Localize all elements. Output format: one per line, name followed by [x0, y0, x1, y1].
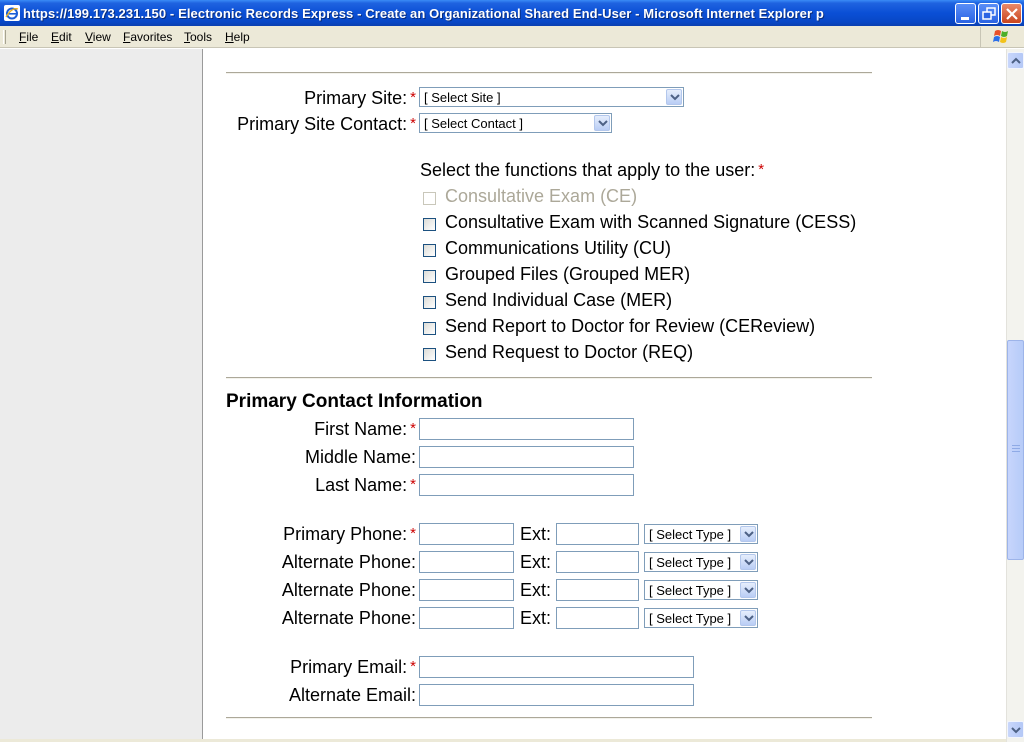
alternate-phone-2-type-value: [ Select Type ] [649, 583, 732, 598]
primary-site-select-value: [ Select Site ] [424, 90, 501, 105]
checkbox-cess[interactable] [423, 218, 436, 231]
primary-site-contact-label [237, 114, 416, 135]
menu-favorites[interactable]: Favorites [123, 30, 173, 44]
required-marker: * [758, 161, 765, 178]
alternate-phone-3-label [282, 608, 416, 629]
primary-site-select[interactable] [419, 87, 684, 107]
alternate-phone-1-ext-label: Ext: [520, 552, 552, 572]
alternate-phone-2-label-text: Alternate Phone: [281, 580, 416, 600]
thumb-grip-line [1012, 448, 1020, 449]
checkbox-req-label[interactable]: Send Request to Doctor (REQ) [445, 342, 694, 362]
alternate-phone-2-ext-label: Ext: [520, 580, 552, 600]
primary-site-contact-label-text: Primary Site Contact: [237, 114, 408, 134]
primary-email-input[interactable] [419, 656, 694, 678]
primary-phone-ext-label: Ext: [520, 524, 552, 544]
divider-bottom [226, 717, 872, 719]
alternate-phone-1-type-value: [ Select Type ] [649, 555, 732, 570]
checkbox-req[interactable] [423, 348, 436, 361]
menu-tools[interactable]: Tools [184, 30, 213, 44]
alternate-email-label-text: Alternate Email: [288, 685, 416, 705]
first-name-label-text: First Name: [314, 419, 408, 439]
middle-name-label-text: Middle Name: [304, 447, 416, 467]
restore-icon [979, 4, 1000, 25]
required-marker: * [410, 525, 416, 542]
alternate-email-label [289, 685, 416, 706]
minimize-icon [956, 4, 977, 25]
divider-top [226, 72, 872, 74]
minimize-button[interactable] [955, 3, 976, 24]
checkbox-grouped-mer[interactable] [423, 270, 436, 283]
checkbox-mer-label[interactable]: Send Individual Case (MER) [445, 290, 673, 310]
required-marker: * [410, 476, 416, 493]
vertical-scrollbar[interactable] [1006, 49, 1024, 742]
restore-button[interactable] [978, 3, 999, 24]
checkbox-grouped-mer-label[interactable]: Grouped Files (Grouped MER) [445, 264, 691, 284]
alternate-phone-3-ext-input[interactable] [556, 607, 639, 629]
alternate-phone-2-type-select[interactable] [644, 580, 758, 600]
checkbox-cereview[interactable] [423, 322, 436, 335]
alternate-phone-1-ext-input[interactable] [556, 551, 639, 573]
required-marker: * [410, 89, 416, 106]
last-name-label [315, 475, 416, 496]
last-name-label-text: Last Name: [315, 475, 408, 495]
alternate-email-input[interactable] [419, 684, 694, 706]
thumb-grip-line [1012, 445, 1020, 446]
primary-phone-label-text: Primary Phone: [283, 524, 408, 544]
alternate-phone-1-label [282, 552, 416, 573]
close-button[interactable] [1001, 3, 1022, 24]
dropdown-arrow-icon[interactable] [740, 610, 756, 626]
divider-middle [226, 377, 872, 379]
functions-prompt-text: Select the functions that apply to the user: [420, 160, 756, 180]
checkbox-cu[interactable] [423, 244, 436, 257]
alternate-phone-3-ext-label: Ext: [520, 608, 552, 628]
section-title: Primary Contact Information [226, 391, 483, 412]
toolbar-grip[interactable] [3, 30, 6, 44]
checkbox-cess-label[interactable]: Consultative Exam with Scanned Signature (CESS) [445, 212, 857, 232]
primary-email-label-text: Primary Email: [290, 657, 408, 677]
alternate-phone-3-type-select[interactable] [644, 608, 758, 628]
page-content [0, 49, 1006, 742]
primary-phone-label [283, 524, 416, 545]
last-name-input[interactable] [419, 474, 634, 496]
checkbox-cereview-label[interactable]: Send Report to Doctor for Review (CEReview) [445, 316, 816, 336]
primary-phone-input[interactable] [419, 523, 514, 545]
left-navigation-panel [0, 49, 203, 742]
windows-flag-icon [981, 27, 1021, 47]
primary-phone-type-select[interactable] [644, 524, 758, 544]
alternate-phone-2-label [282, 580, 416, 601]
alternate-phone-2-input[interactable] [419, 579, 514, 601]
menu-file[interactable]: File [19, 30, 39, 44]
dropdown-arrow-icon[interactable] [666, 89, 682, 105]
window-title-bar[interactable] [0, 0, 1024, 26]
menu-view[interactable]: View [85, 30, 111, 44]
primary-site-label-text: Primary Site: [304, 88, 408, 108]
dropdown-arrow-icon[interactable] [740, 554, 756, 570]
window-title: https://199.173.231.150 - Electronic Records Express - Create an Organizational Shared End-User - Microsoft Internet Explorer p [23, 6, 824, 21]
menu-edit[interactable]: Edit [51, 30, 72, 44]
scroll-thumb[interactable] [1007, 340, 1024, 560]
menu-bar [0, 26, 1024, 48]
windows-logo [980, 27, 1020, 47]
primary-site-label [304, 88, 416, 109]
alternate-phone-1-input[interactable] [419, 551, 514, 573]
alternate-phone-3-label-text: Alternate Phone: [281, 608, 416, 628]
dropdown-arrow-icon[interactable] [740, 526, 756, 542]
primary-phone-type-value: [ Select Type ] [649, 527, 732, 542]
checkbox-ce-label: Consultative Exam (CE) [445, 186, 638, 206]
menu-help[interactable]: Help [225, 30, 250, 44]
required-marker: * [410, 420, 416, 437]
alternate-phone-3-type-value: [ Select Type ] [649, 611, 732, 626]
scroll-up-button[interactable] [1007, 52, 1024, 69]
scroll-down-button[interactable] [1007, 721, 1024, 738]
primary-site-contact-select-value: [ Select Contact ] [424, 116, 523, 131]
alternate-phone-1-type-select[interactable] [644, 552, 758, 572]
internet-explorer-icon [4, 5, 20, 21]
checkbox-cu-label[interactable]: Communications Utility (CU) [445, 238, 672, 258]
required-marker: * [410, 115, 416, 132]
alternate-phone-1-label-text: Alternate Phone: [281, 552, 416, 572]
thumb-grip-line [1012, 451, 1020, 452]
alternate-phone-3-input[interactable] [419, 607, 514, 629]
first-name-input[interactable] [419, 418, 634, 440]
middle-name-input[interactable] [419, 446, 634, 468]
middle-name-label [305, 447, 416, 468]
dropdown-arrow-icon[interactable] [594, 115, 610, 131]
functions-prompt [420, 160, 764, 181]
dropdown-arrow-icon[interactable] [740, 582, 756, 598]
close-icon [1002, 4, 1023, 25]
required-marker: * [410, 658, 416, 675]
scroll-down-arrow-icon [1008, 722, 1024, 739]
primary-phone-ext-input[interactable] [556, 523, 639, 545]
first-name-label [314, 419, 416, 440]
scroll-up-arrow-icon [1008, 53, 1024, 70]
primary-email-label [290, 657, 416, 678]
primary-site-contact-select[interactable] [419, 113, 612, 133]
checkbox-ce [423, 192, 436, 205]
checkbox-mer[interactable] [423, 296, 436, 309]
alternate-phone-2-ext-input[interactable] [556, 579, 639, 601]
